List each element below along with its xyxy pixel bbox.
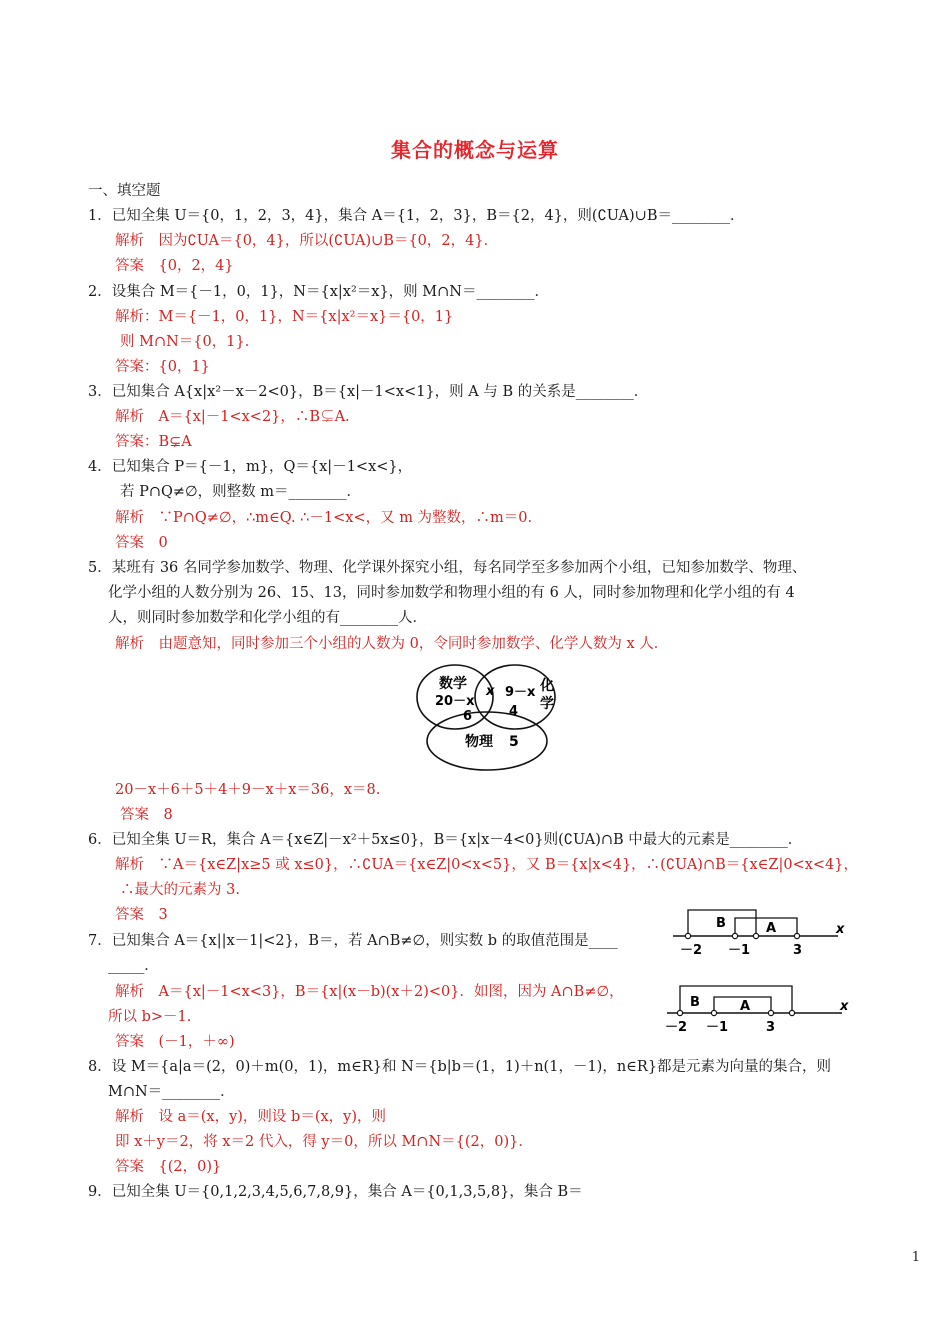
text-line: 解析 因为∁UA＝{0，4}，所以(∁UA)∪B＝{0，2，4}． — [115, 233, 499, 249]
section-heading: 一、填空题 — [88, 183, 161, 199]
text-line: 答案 8 — [120, 807, 173, 823]
venn-label-math-expr: 20－x — [435, 694, 475, 709]
text-line: 解析 A＝{x|－1<x<3}，B＝{x|(x－b)(x＋2)<0}．如图，因为 A∩B≠∅， — [115, 984, 624, 1000]
text-line: 6．已知全集 U＝R，集合 A＝{x∈Z|－x²＋5x≤0}，B＝{x|x－4<0}则(∁UA)∩B 中最大的元素是________． — [88, 832, 803, 848]
number-line-2-tick: －1 — [706, 1020, 729, 1035]
text-line: 2．设集合 M＝{－1，0，1}，N＝{x|x²＝x}，则 M∩N＝________． — [88, 284, 549, 300]
venn-label-math: 数学 — [439, 676, 467, 692]
text-line: M∩N＝________． — [108, 1084, 235, 1100]
venn-label-chem-1: 化 — [540, 678, 554, 694]
venn-label-four: 4 — [509, 704, 519, 719]
text-line: 答案 3 — [115, 907, 168, 923]
text-line: 答案：B⊊A — [115, 434, 192, 450]
number-line-2 — [662, 980, 857, 1036]
text-line: 若 P∩Q≠∅，则整数 m＝________． — [120, 484, 362, 500]
number-line-1-label-a: A — [766, 921, 777, 936]
text-line: 答案：{0，1} — [115, 359, 210, 375]
text-line: 人，则同时参加数学和化学小组的有________人． — [108, 610, 427, 626]
number-line-2-axis: x — [840, 999, 849, 1014]
text-line: 答案 {0，2，4} — [115, 258, 234, 274]
page-title: 集合的概念与运算 — [391, 138, 559, 162]
number-line-1-tick: －2 — [680, 943, 703, 958]
text-line: 即 x＋y＝2，将 x＝2 代入，得 y＝0，所以 M∩N＝{(2，0)}． — [115, 1134, 533, 1150]
text-line: 解析 A＝{x|－1<x<2}，∴B⊊A. — [115, 409, 350, 425]
number-line-2-label-a: A — [740, 999, 751, 1014]
number-line-2-tick: －2 — [665, 1020, 688, 1035]
text-line: 化学小组的人数分别为 26、15、13，同时参加数学和物理小组的有 6 人，同时参加物理和化学小组的有 4 — [108, 585, 795, 601]
text-line: 则 M∩N＝{0，1}． — [120, 334, 260, 350]
text-line: 9．已知全集 U＝{0,1,2,3,4,5,6,7,8,9}，集合 A＝{0,1,3,5,8}，集合 B＝ — [88, 1184, 583, 1200]
text-line: 答案 (－1，＋∞) — [115, 1034, 235, 1050]
text-line: 8．设 M＝{a|a＝(2，0)＋m(0，1)，m∈R}和 N＝{b|b＝(1，1)＋n(1，－1)，n∈R}都是元素为向量的集合，则 — [88, 1059, 832, 1075]
number-line-1-tick: －1 — [728, 943, 751, 958]
number-line-1-label-b: B — [716, 916, 726, 931]
text-line: 答案 {(2，0)} — [115, 1159, 222, 1175]
number-line-1-axis: x — [836, 922, 845, 937]
venn-label-physics-n: 5 — [509, 734, 519, 750]
venn-label-chem-expr: 9－x — [505, 685, 536, 700]
text-line: 20－x＋6＋5＋4＋9－x＋x＝36，x＝8. — [115, 782, 381, 798]
text-line: 7．已知集合 A＝{x||x－1|<2}，B＝，若 A∩B≠∅，则实数 b 的取值范围是____ — [88, 933, 618, 949]
number-line-2-tick: 3 — [766, 1020, 776, 1035]
text-line: 解析 ∵P∩Q≠∅，∴m∈Q. ∴－1<x<，又 m 为整数，∴m＝0. — [115, 510, 533, 526]
number-line-1 — [668, 906, 853, 958]
text-line: 解析 由题意知，同时参加三个小组的人数为 0，令同时参加数学、化学人数为 x 人． — [115, 636, 669, 652]
text-line: 解析：M＝{－1，0，1}，N＝{x|x²＝x}＝{0，1} — [115, 309, 454, 325]
number-line-2-label-b: B — [690, 995, 700, 1010]
text-line: 所以 b>－1. — [108, 1009, 192, 1025]
text-line: 答案 0 — [115, 535, 168, 551]
text-line: ∴最大的元素为 3. — [120, 882, 240, 898]
venn-label-chem-2: 学 — [540, 696, 554, 712]
text-line: 5．某班有 36 名同学参加数学、物理、化学课外探究小组，每名同学至多参加两个小组，已知参加数学、物理、 — [88, 560, 807, 576]
text-line: _____． — [108, 958, 159, 974]
page-number: 1 — [911, 1250, 920, 1265]
text-line: 4．已知集合 P＝{－1，m}，Q＝{x|－1<x<}， — [88, 459, 413, 475]
text-line: 1．已知全集 U＝{0，1，2，3，4}，集合 A＝{1，2，3}，B＝{2，4}，则(∁UA)∪B＝________． — [88, 208, 745, 224]
text-line: 解析 设 a＝(x，y)，则设 b＝(x，y)，则 — [115, 1109, 387, 1125]
venn-label-physics: 物理 — [465, 734, 493, 750]
text-line: 解析 ∵A＝{x∈Z|x≥5 或 x≤0}，∴∁UA＝{x∈Z|0<x<5}，又 B＝{x|x<4}，∴(∁UA)∩B＝{x∈Z|0<x<4}， — [115, 857, 859, 873]
text-line: 3．已知集合 A{x|x²－x－2<0}，B＝{x|－1<x<1}，则 A 与 B 的关系是________． — [88, 384, 649, 400]
venn-diagram — [405, 662, 580, 774]
venn-label-six: 6 — [463, 709, 473, 724]
venn-label-x: x — [486, 684, 495, 699]
number-line-1-tick: 3 — [793, 943, 803, 958]
